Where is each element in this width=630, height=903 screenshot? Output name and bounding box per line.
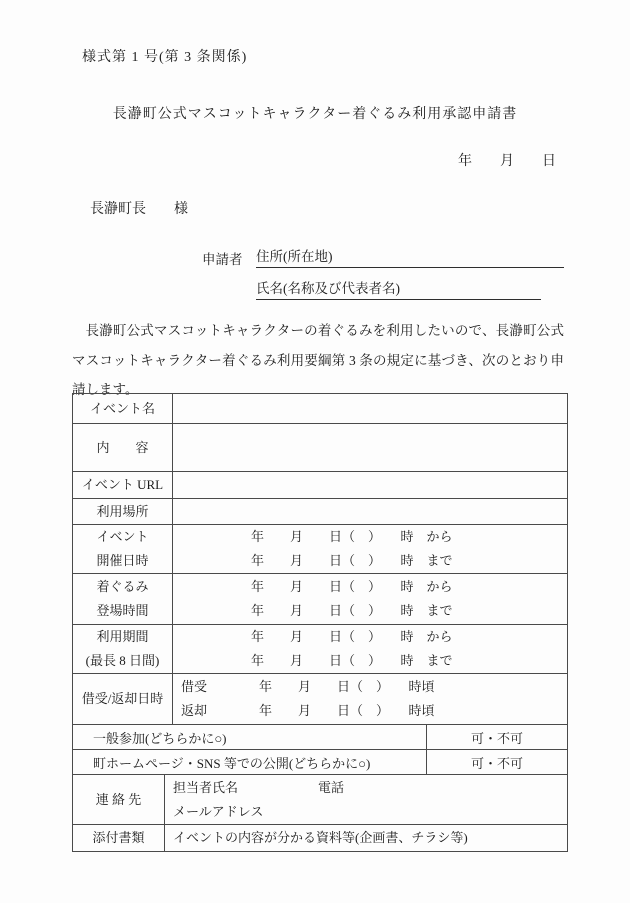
applicant-block: [202, 245, 564, 309]
borrow-return-value-cell: [173, 674, 567, 724]
application-table: [72, 393, 568, 852]
costume-time-label: [73, 574, 173, 624]
borrow-return-label: 借受/返却日時: [73, 674, 173, 724]
contact-phone-label: 電話: [318, 779, 345, 795]
event-datetime-from: 年 月 日（ ） 時 から: [251, 529, 453, 544]
place-value-cell: [173, 499, 567, 524]
document-title: 長瀞町公式マスコットキャラクター着ぐるみ利用承認申請書: [112, 107, 518, 122]
row-general-participation: [73, 724, 567, 749]
event-url-value-cell: [173, 472, 567, 498]
attachments-label: 添付書類: [73, 825, 165, 851]
use-period-label-line1: 利用期間: [96, 629, 149, 644]
event-name-label: イベント名: [73, 394, 173, 423]
row-costume-time: [73, 573, 567, 624]
event-datetime-to: 年 月 日（ ） 時 まで: [251, 553, 453, 568]
event-datetime-label: [73, 525, 173, 573]
name-field-label: 氏名(名称及び代表者名): [256, 277, 541, 300]
use-period-value-cell: [173, 625, 567, 673]
address-field-label: 住所(所在地): [256, 245, 564, 268]
place-label: 利用場所: [73, 499, 173, 524]
event-datetime-label-line1: イベント: [96, 529, 149, 544]
event-name-value-cell: [173, 394, 567, 423]
costume-time-label-line1: 着ぐるみ: [96, 579, 149, 594]
costume-time-label-line2: 登場時間: [96, 603, 149, 618]
row-contact: [73, 774, 567, 824]
form-number: 様式第 1 号(第 3 条関係): [82, 50, 248, 65]
row-attachments: [73, 824, 567, 851]
event-datetime-value-cell: [173, 525, 567, 573]
row-content: [73, 423, 567, 471]
general-participation-choice: 可・不可: [426, 725, 567, 749]
use-period-label: [73, 625, 173, 673]
general-participation-label: 一般参加(どちらかに○): [93, 730, 227, 746]
use-period-from: 年 月 日（ ） 時 から: [251, 629, 453, 644]
content-label: 内 容: [73, 424, 173, 471]
row-publication: [73, 749, 567, 774]
contact-value-cell: [165, 775, 567, 824]
publication-choice: 可・不可: [426, 750, 567, 774]
contact-line1: [173, 776, 567, 800]
costume-time-from: 年 月 日（ ） 時 から: [251, 579, 453, 594]
row-event-datetime: [73, 524, 567, 573]
row-event-url: [73, 471, 567, 498]
costume-time-value-cell: [173, 574, 567, 624]
attachments-value-cell: [165, 825, 567, 851]
date-blank-line: 年 月 日: [458, 154, 556, 169]
return-line: 返却 年 月 日（ ） 時頃: [181, 703, 435, 718]
row-use-period: [73, 624, 567, 673]
contact-label: 連 絡 先: [73, 775, 165, 824]
application-statement: 長瀞町公式マスコットキャラクターの着ぐるみを利用したいので、長瀞町公式マスコットキャラクター着ぐるみ利用要綱第 3 条の規定に基づき、次のとおり申請します。: [72, 323, 564, 397]
event-url-label: イベント URL: [73, 472, 173, 498]
publication-label: 町ホームページ・SNS 等での公開(どちらかに○): [93, 755, 371, 771]
applicant-label: 申請者: [202, 252, 243, 267]
event-datetime-label-line2: 開催日時: [96, 553, 149, 568]
use-period-to: 年 月 日（ ） 時 まで: [251, 653, 453, 668]
addressee-line: 長瀞町長 様: [90, 202, 188, 217]
costume-time-to: 年 月 日（ ） 時 まで: [251, 603, 453, 618]
contact-person-label: 担当者氏名: [173, 779, 239, 795]
content-value-cell: [173, 424, 567, 471]
row-event-name: [73, 394, 567, 423]
row-place: [73, 498, 567, 524]
attachments-value: イベントの内容が分かる資料等(企画書、チラシ等): [173, 830, 468, 845]
applicant-name-row: [202, 277, 564, 300]
borrow-line: 借受 年 月 日（ ） 時頃: [181, 679, 435, 694]
contact-email-label: メールアドレス: [173, 803, 264, 819]
applicant-address-row: [202, 245, 564, 268]
use-period-label-line2: (最長 8 日間): [85, 653, 160, 668]
row-borrow-return: [73, 673, 567, 724]
